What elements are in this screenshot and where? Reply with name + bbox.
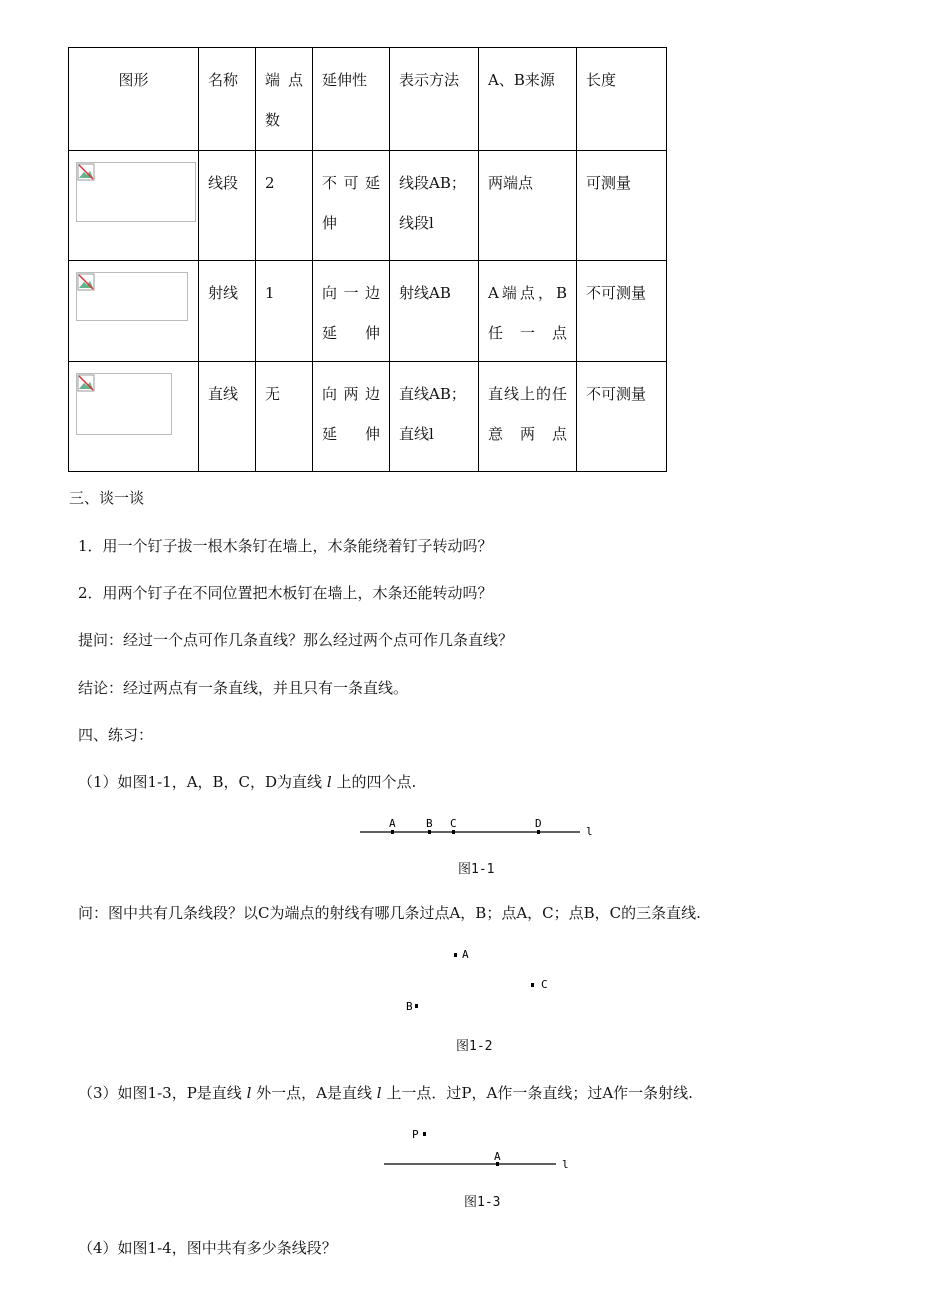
row-endpoints: 1 [256, 261, 313, 362]
exercise-2: 问：图中共有几条线段？以C为端点的射线有哪几条过点A，B；点A，C；点B，C的三条直线. [78, 904, 701, 922]
figure-1-1-caption: 图1-1 [458, 862, 495, 877]
header-figure: 图形 [69, 48, 199, 151]
row-length: 不可测量 [577, 261, 667, 362]
row-endpoints: 2 [256, 151, 313, 261]
row-name: 线段 [199, 151, 256, 261]
row-extend: 向一边延伸 [313, 261, 390, 362]
point-B [415, 1004, 418, 1008]
header-notation: 表示方法 [390, 48, 479, 151]
label-B: B [406, 1000, 413, 1013]
row-name: 射线 [199, 261, 256, 362]
label-l: l [586, 825, 593, 838]
figure-1-1 [350, 812, 610, 848]
header-endpoints: 端 点 数 [256, 48, 313, 151]
exercise-4: （4）如图1-4，图中共有多少条线段？ [78, 1239, 337, 1257]
row-notation: 线段AB； 线段l [390, 151, 479, 261]
row-source: A端点，B任一点 [479, 261, 577, 362]
label-A: A [462, 948, 469, 961]
table-row [69, 261, 667, 362]
label-P: P [412, 1128, 419, 1141]
table-row [69, 151, 667, 261]
point-C [452, 830, 455, 834]
label-l: l [562, 1158, 569, 1171]
figure-1-3 [380, 1122, 580, 1172]
conclusion: 结论：经过两点有一条直线，并且只有一条直线。 [78, 679, 409, 697]
row-extend: 向两边延伸 [313, 362, 390, 472]
question-1: 1．用一个钉子拔一根木条钉在墙上，木条能绕着钉子转动吗？ [78, 537, 493, 555]
figure-1-2 [400, 942, 560, 1017]
label-B: B [426, 817, 433, 830]
broken-image-icon [77, 163, 95, 181]
point-B [428, 830, 431, 834]
label-C: C [541, 978, 548, 991]
broken-image-icon [77, 273, 95, 291]
point-P [423, 1132, 426, 1136]
lines-comparison-table [68, 47, 667, 472]
header-extend: 延伸性 [313, 48, 390, 151]
figure-cell [69, 261, 199, 362]
label-C: C [450, 817, 457, 830]
figure-cell [69, 362, 199, 472]
table-header-row [69, 48, 667, 151]
label-D: D [535, 817, 542, 830]
label-A: A [389, 817, 396, 830]
header-name: 名称 [199, 48, 256, 151]
label-A: A [494, 1150, 501, 1163]
row-length: 不可测量 [577, 362, 667, 472]
broken-image-icon [77, 374, 95, 392]
prompt-question: 提问：经过一个点可作几条直线？那么经过两个点可作几条直线？ [78, 631, 514, 649]
question-2: 2．用两个钉子在不同位置把木板钉在墙上，木条还能转动吗？ [78, 584, 493, 602]
row-extend: 不可延伸 [313, 151, 390, 261]
header-source: A、B来源 [479, 48, 577, 151]
row-source: 直线上的任意两点 [479, 362, 577, 472]
row-notation: 射线AB [390, 261, 479, 362]
row-endpoints: 无 [256, 362, 313, 472]
point-A [391, 830, 394, 834]
row-notation: 直线AB； 直线l [390, 362, 479, 472]
point-C [531, 983, 534, 987]
exercise-3: （3）如图1-3，P是直线 l 外一点，A是直线 l 上一点．过P，A作一条直线；过A作一条射线. [78, 1084, 693, 1102]
exercise-1: （1）如图1-1，A，B，C，D为直线 l 上的四个点. [78, 773, 417, 791]
section3-heading: 三、谈一谈 [69, 489, 145, 507]
point-D [537, 830, 540, 834]
row-source: 两端点 [479, 151, 577, 261]
figure-1-2-caption: 图1-2 [456, 1039, 493, 1054]
table-row [69, 362, 667, 472]
figure-cell [69, 151, 199, 261]
row-name: 直线 [199, 362, 256, 472]
header-length: 长度 [577, 48, 667, 151]
figure-1-3-caption: 图1-3 [464, 1195, 501, 1210]
section4-heading: 四、练习： [78, 726, 154, 744]
point-A [454, 953, 457, 957]
row-length: 可测量 [577, 151, 667, 261]
